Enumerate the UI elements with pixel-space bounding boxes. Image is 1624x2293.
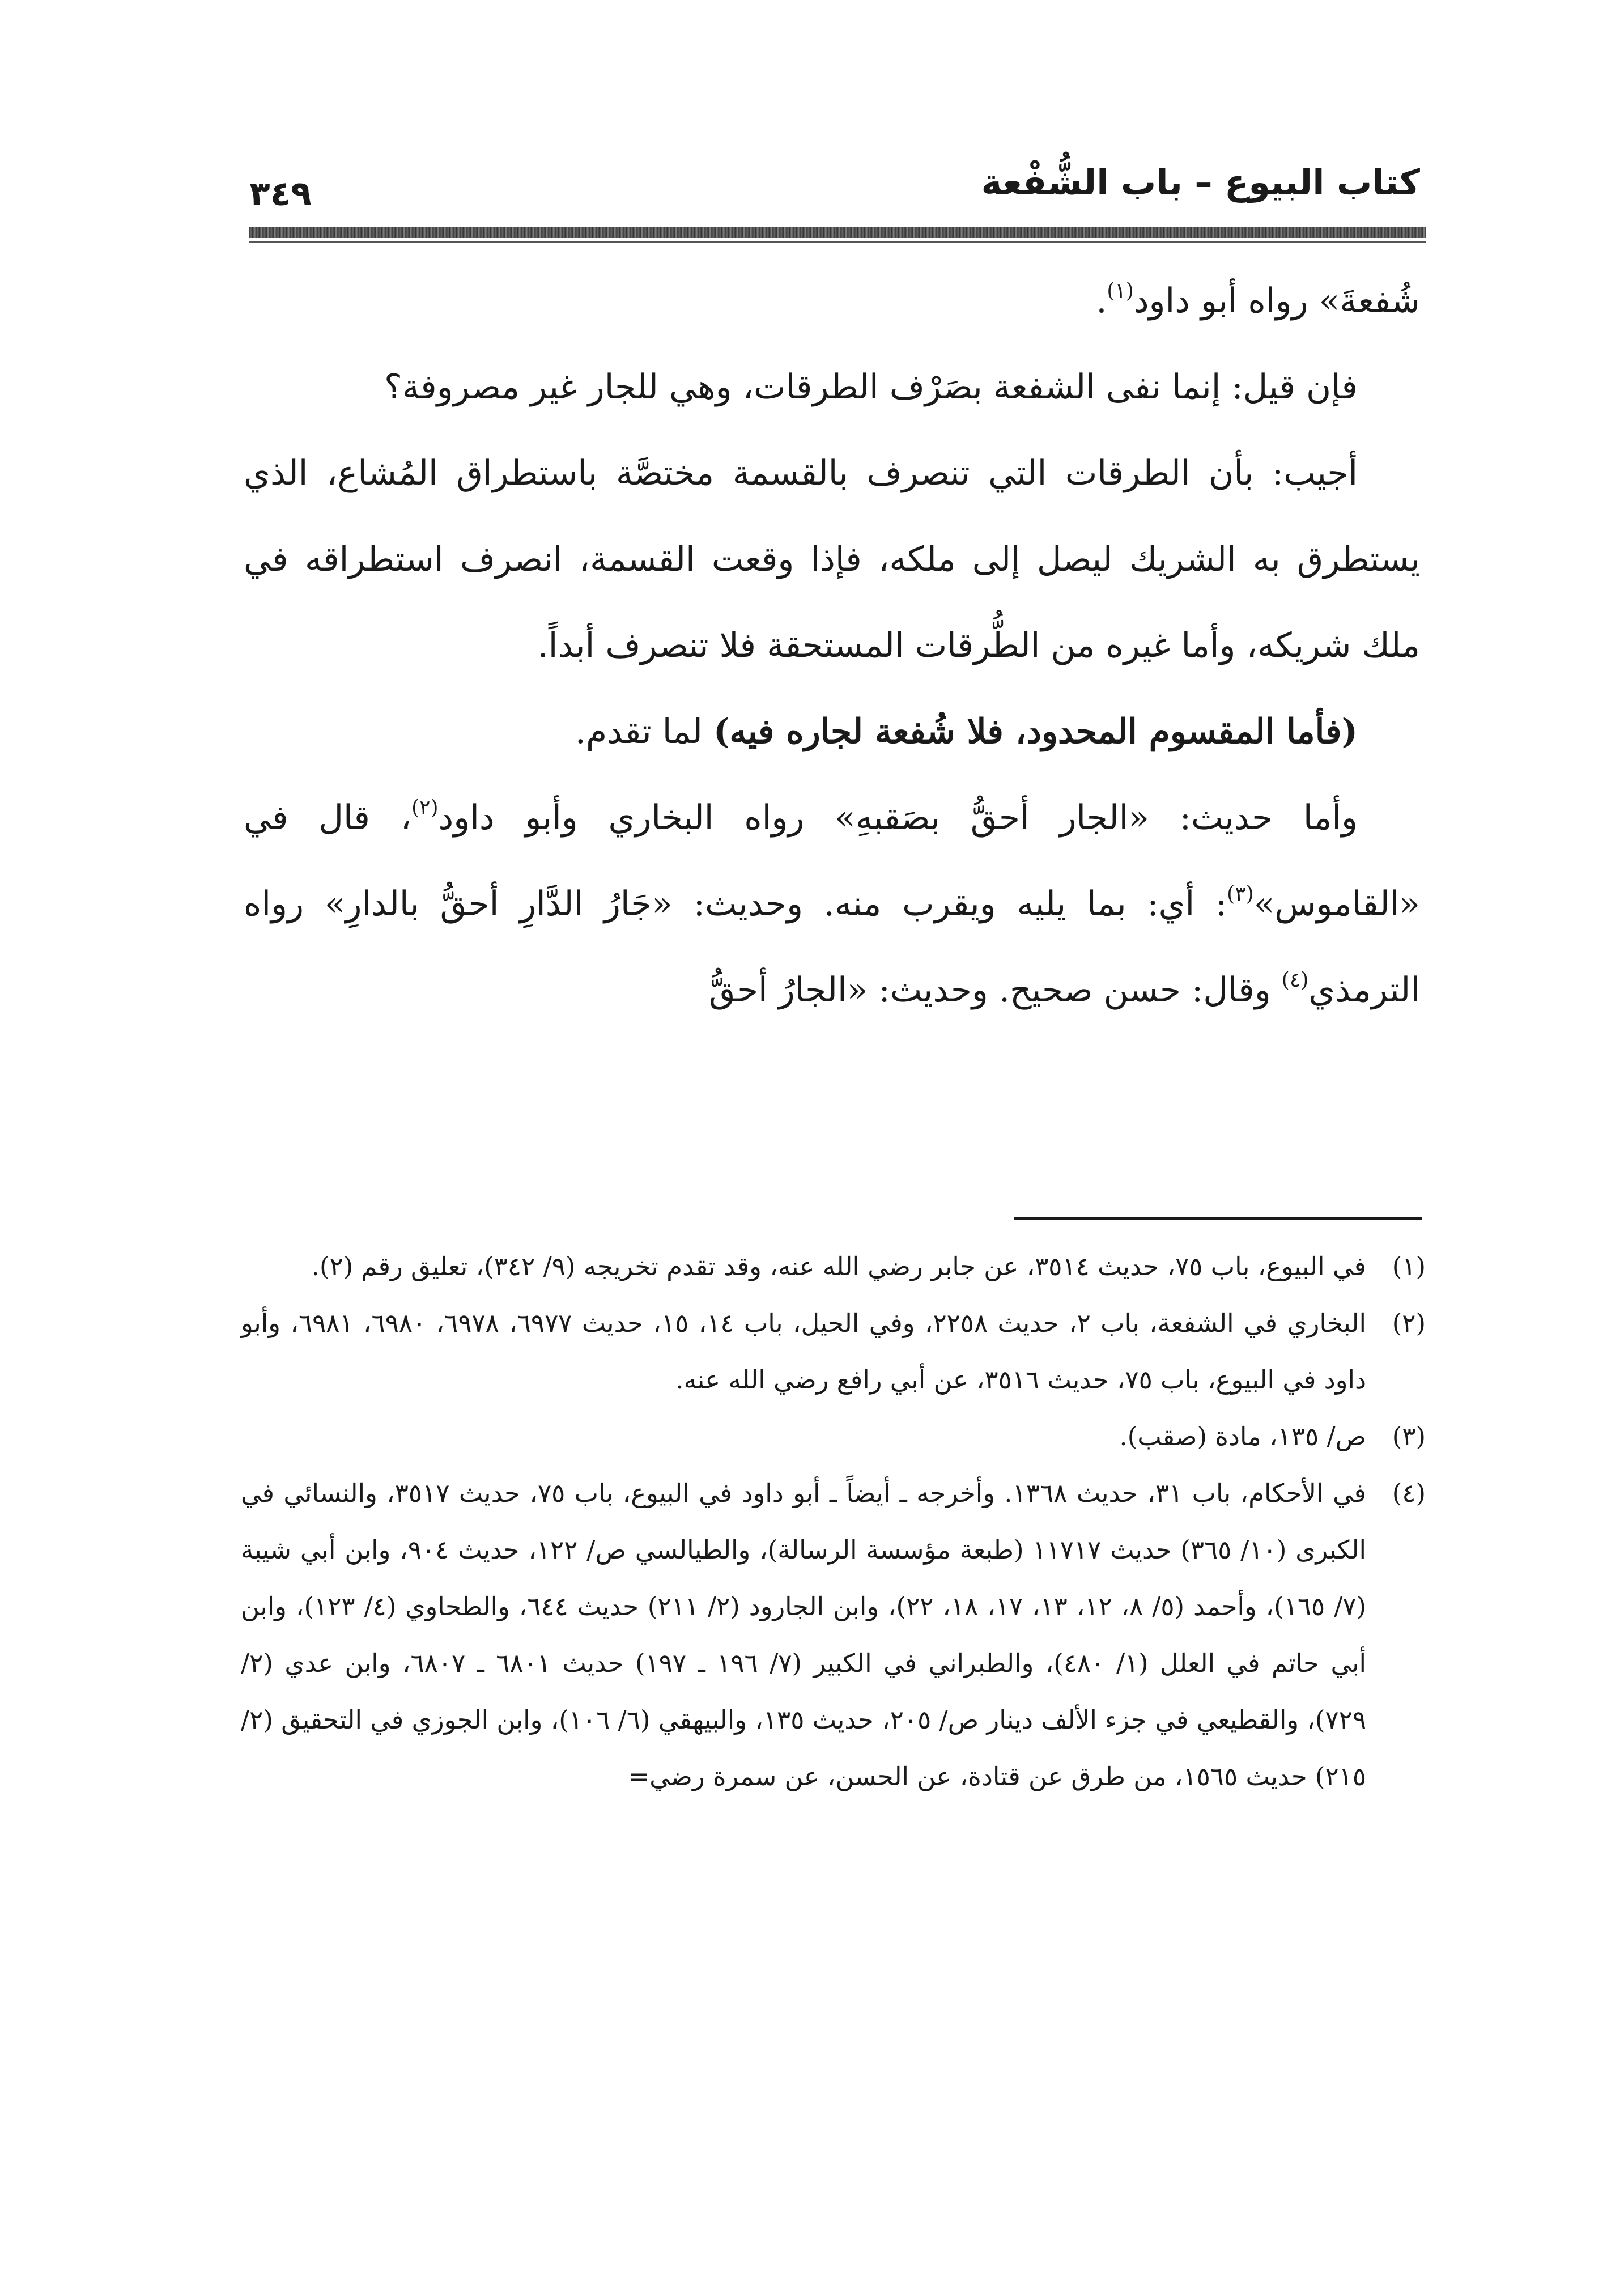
running-header bbox=[249, 153, 1420, 221]
text-segment: شُفعةَ» رواه أبو داود bbox=[1133, 281, 1420, 321]
footnote-text: ص/ ١٣٥، مادة (صقب). bbox=[1119, 1421, 1366, 1451]
paragraph-objection: فإن قيل: إنما نفى الشفعة بصَرْف الطرقات، وهي للجار غير مصروفة؟ bbox=[384, 367, 1358, 407]
paragraph-continuation bbox=[244, 258, 1420, 344]
text-segment: لما تقدم. bbox=[575, 712, 714, 751]
footnote-number: (٤) bbox=[1392, 1478, 1426, 1508]
footnote bbox=[241, 1295, 1426, 1408]
main-text bbox=[244, 258, 1420, 1033]
header-rule-thin bbox=[249, 241, 1426, 243]
text-segment: . bbox=[1096, 281, 1107, 321]
text-segment: : أي: بما يليه ويقرب منه. وحديث: «جَارُ الدَّارِ أحقُّ بالدارِ» رواه الترمذي bbox=[244, 884, 1420, 1010]
footnote-ref-2[interactable]: (٢) bbox=[411, 796, 439, 819]
text-segment: وقال: حسن صحيح. وحديث: «الجارُ أحقُّ bbox=[708, 970, 1282, 1010]
footnote-number: (٣) bbox=[1392, 1421, 1426, 1451]
running-header-title: كتاب البيوع – باب الشُّفْعة bbox=[981, 162, 1420, 203]
footnote-number: (٢) bbox=[1392, 1308, 1426, 1338]
text-segment: وأما حديث: «الجار أحقُّ بصَقبهِ» رواه البخاري وأبو داود bbox=[438, 798, 1358, 838]
paragraph-answer: أجيب: بأن الطرقات التي تنصرف بالقسمة مختصَّة باستطراق المُشاع، الذي يستطرق به الشريك ليصل إلى ملكه، فإذا وقعت القسمة، انصرف استطراقه في ملك شريكه، وأما غيره من الطُّرقات المستحقة فلا تنصرف أبداً. bbox=[244, 453, 1420, 665]
text-segment: ، قال في «القاموس» bbox=[244, 798, 1420, 924]
footnote-text: البخاري في الشفعة، باب ٢، حديث ٢٢٥٨، وفي الحيل، باب ١٤، ١٥، حديث ٦٩٧٧، ٦٩٧٨، ٦٩٨٠، ٦٩٨١، وأبو داود في البيوع، باب ٧٥، حديث ٣٥١٦، عن أبي رافع رضي الله عنه. bbox=[241, 1308, 1366, 1395]
matn-text: (فأما المقسوم المحدود، فلا شُفعة لجاره فيه) bbox=[713, 712, 1358, 751]
footnote-separator bbox=[1014, 1217, 1422, 1220]
header-rule bbox=[249, 227, 1426, 238]
footnote-number: (١) bbox=[1392, 1251, 1426, 1281]
footnote-ref-3[interactable]: (٣) bbox=[1227, 882, 1254, 906]
footnote bbox=[241, 1408, 1426, 1465]
paragraph-hadith bbox=[244, 775, 1420, 1033]
footnote bbox=[241, 1238, 1426, 1295]
footnote-ref-4[interactable]: (٤) bbox=[1281, 969, 1309, 992]
footnote-text: في الأحكام، باب ٣١، حديث ١٣٦٨. وأخرجه ـ أيضاً ـ أبو داود في البيوع، باب ٧٥، حديث ٣٥١٧، والنسائي في الكبرى (١٠/ ٣٦٥) حديث ١١٧١٧ (طبعة مؤسسة الرسالة)، والطيالسي ص/ ١٢٢، حديث ٩٠٤، وابن أبي شيبة (٧/ ١٦٥)، وأحمد (٥/ ٨، ١٢، ١٣، ١٧، ١٨، ٢٢)، وابن الجارود (٢/ ٢١١) حديث ٦٤٤، والطحاوي (٤/ ١٢٣)، وابن أبي حاتم في العلل (١/ ٤٨٠)، والطبراني في الكبير (٧/ ١٩٦ ـ ١٩٧) حديث ٦٨٠١ ـ ٦٨٠٧، وابن عدي (٢/ ٧٢٩)، والقطيعي في جزء الألف دينار ص/ ٢٠٥، حديث ١٣٥، والبيهقي (٦/ ١٠٦)، وابن الجوزي في التحقيق (٢/ ٢١٥) حديث ١٥٦٥، من طرق عن قتادة، عن الحسن، عن سمرة رضي= bbox=[241, 1478, 1367, 1791]
footnote-ref-1[interactable]: (١) bbox=[1107, 279, 1134, 303]
page-number: ٣٤٩ bbox=[249, 174, 312, 214]
footnote-text: في البيوع، باب ٧٥، حديث ٣٥١٤، عن جابر رضي الله عنه، وقد تقدم تخريجه (٩/ ٣٤٢)، تعليق رقم (٢). bbox=[311, 1251, 1366, 1281]
footnote bbox=[241, 1465, 1426, 1805]
paragraph-matn bbox=[244, 689, 1420, 775]
footnotes bbox=[241, 1238, 1426, 1805]
